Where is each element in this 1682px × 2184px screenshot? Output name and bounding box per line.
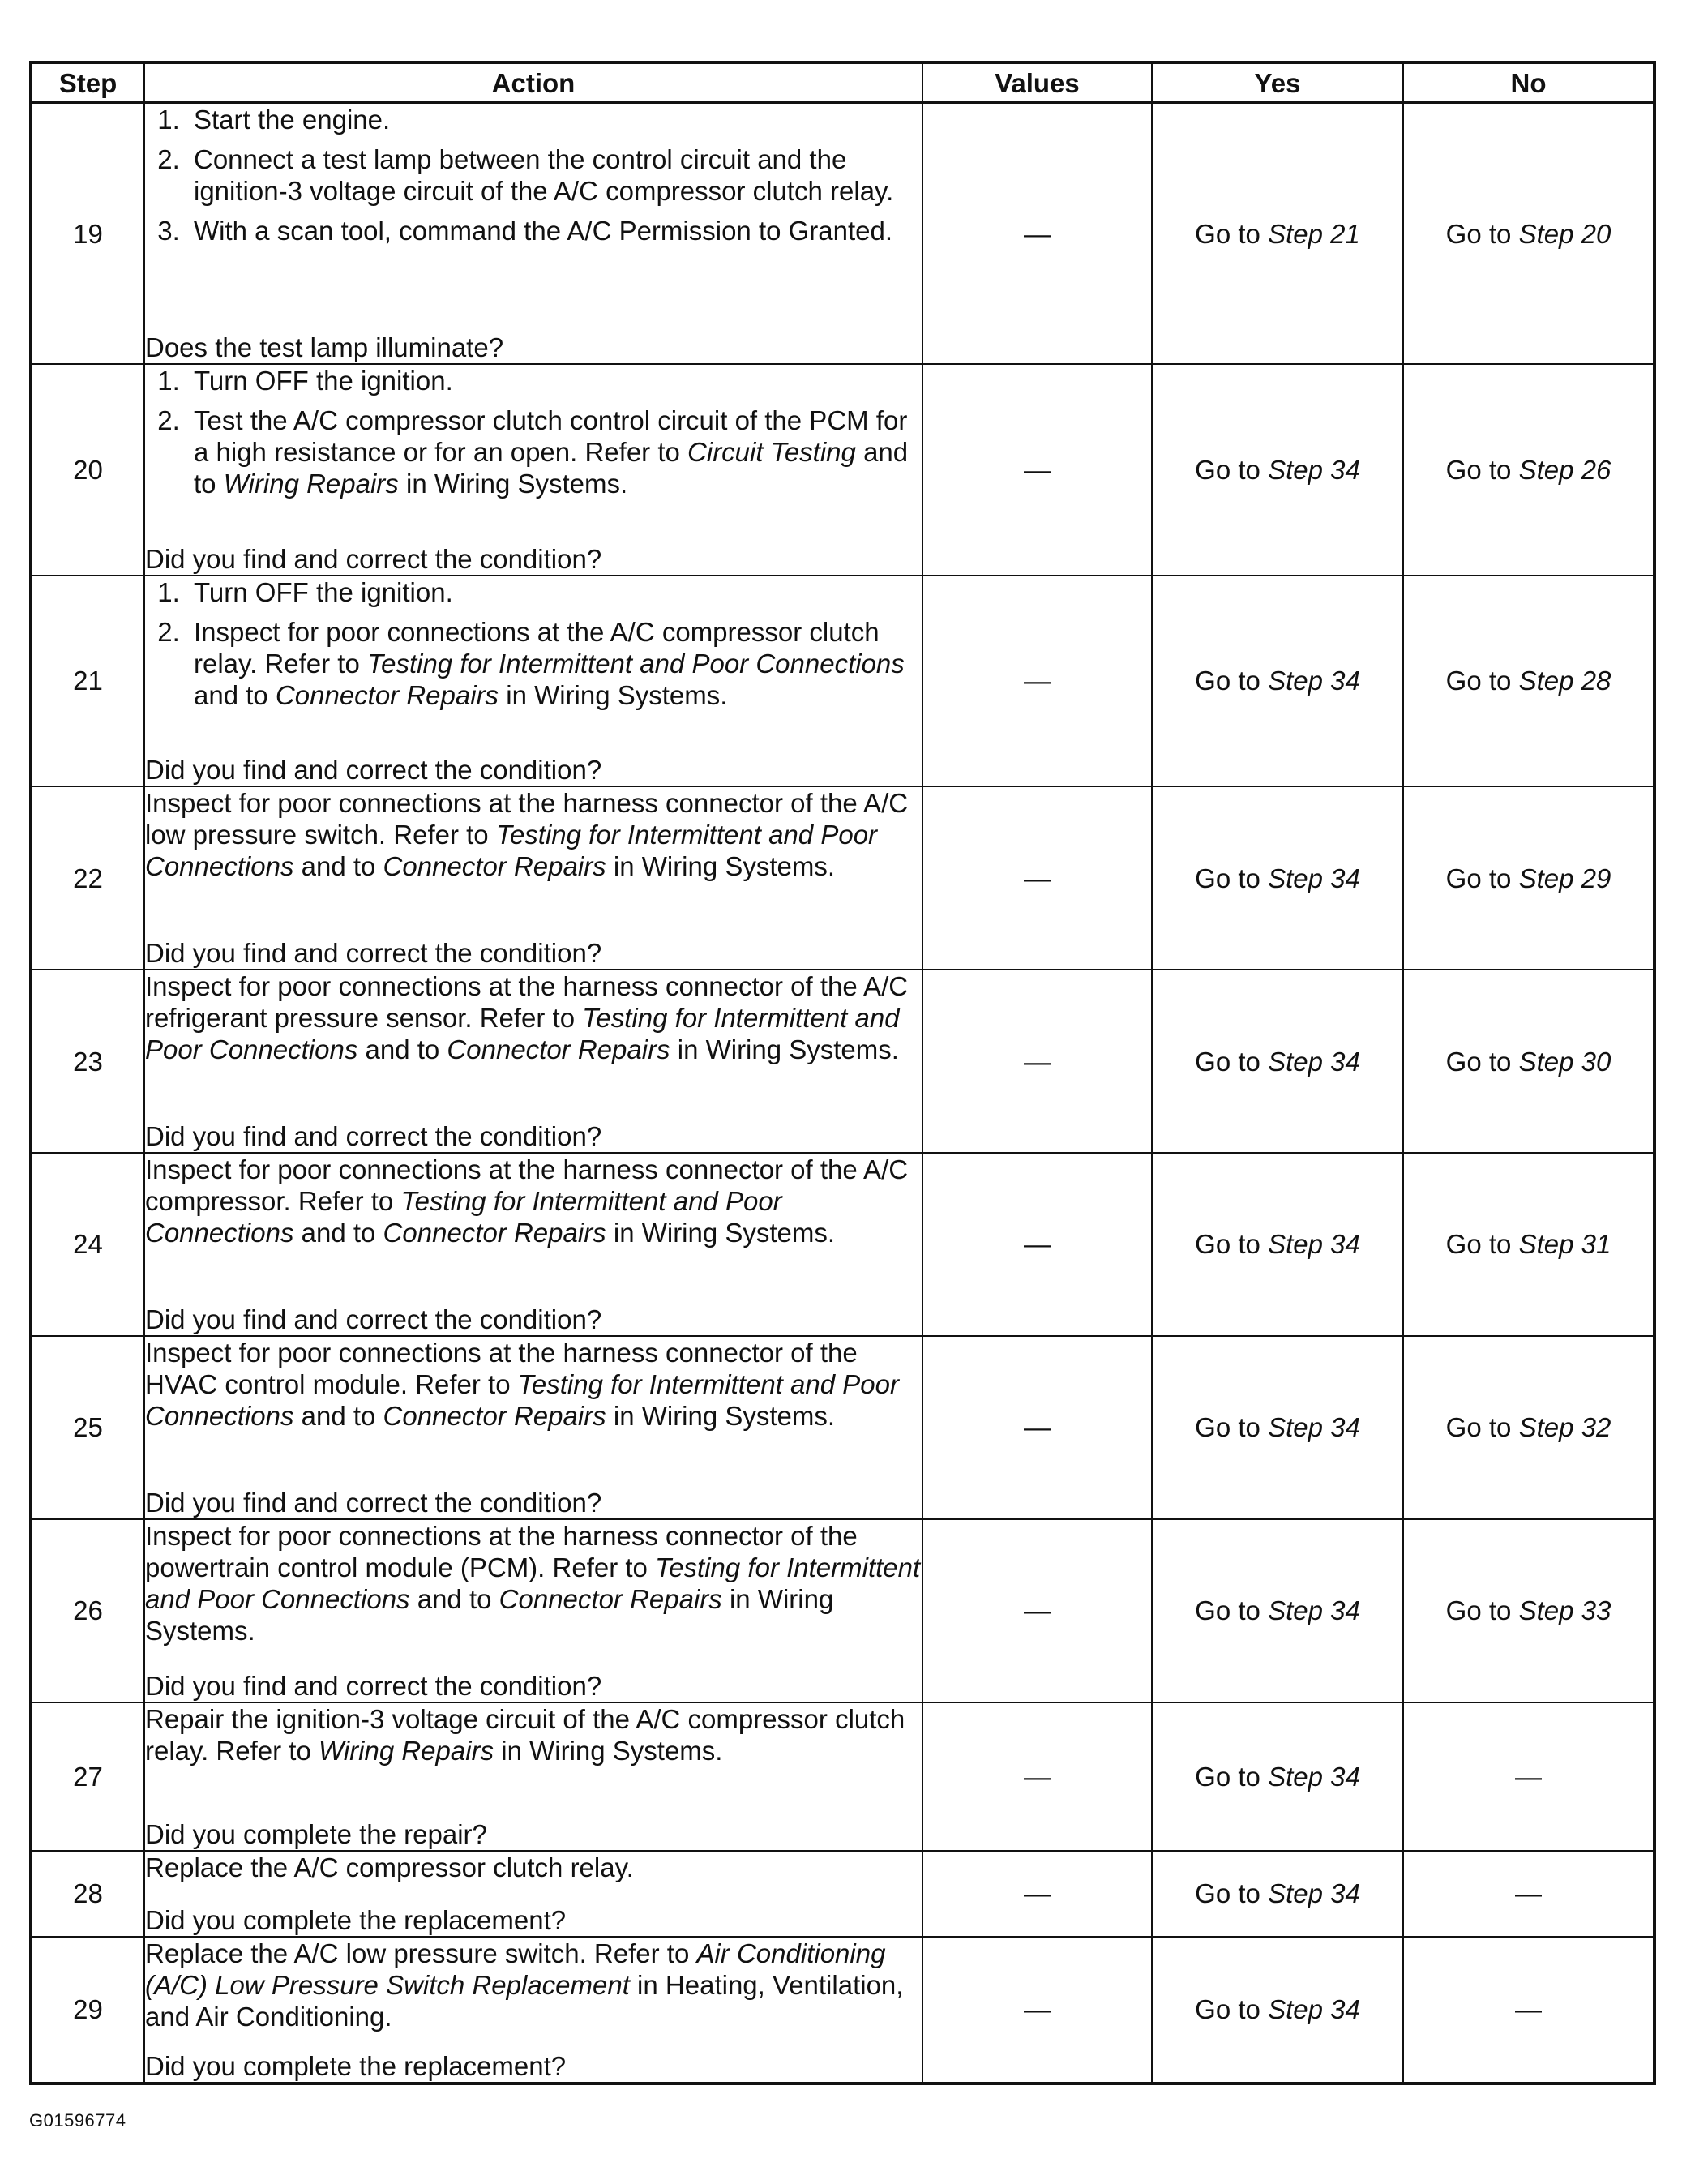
reference-link[interactable]: Wiring Repairs (318, 1735, 494, 1766)
reference-link[interactable]: Connector Repairs (275, 679, 499, 710)
column-header-no: No (1403, 62, 1654, 103)
values-cell: — (922, 364, 1152, 576)
action-text: in Wiring Systems. (499, 679, 728, 710)
no-goto-prefix: Go to (1445, 1046, 1512, 1077)
action-text: Inspect for poor connections at the harness connector of the A/C refrigerant pressure sensor. Refer to (145, 971, 909, 1034)
yes-step-link[interactable]: Step 34 (1268, 1412, 1360, 1443)
action-step (187, 405, 922, 499)
action-cell (144, 970, 922, 1153)
reference-link[interactable]: Connector Repairs (499, 1583, 722, 1614)
diagnostic-table (29, 61, 1656, 2085)
action-text: Inspect for poor connections at the A/C compressor clutch relay. Refer to (194, 616, 880, 679)
reference-link[interactable]: Testing for Intermittent and Poor Connections (145, 820, 878, 882)
action-text: in Wiring Systems. (494, 1735, 723, 1766)
yes-step-link[interactable]: Step 34 (1268, 1229, 1360, 1260)
action-question: Did you find and correct the condition? (145, 755, 602, 786)
yes-goto-prefix: Go to (1195, 863, 1260, 893)
action-paragraph: Replace the A/C compressor clutch relay. (145, 1852, 634, 1882)
action-paragraph (145, 970, 922, 1065)
reference-link[interactable]: Connector Repairs (383, 1400, 606, 1431)
action-text: in Wiring Systems. (606, 1400, 836, 1431)
table-row-step-19 (31, 103, 1654, 365)
step-number: 24 (31, 1153, 144, 1336)
yes-goto-prefix: Go to (1195, 1761, 1260, 1792)
reference-link[interactable]: Air Conditioning (A/C) Low Pressure Switch Replacement (145, 1938, 886, 2000)
yes-cell (1152, 364, 1403, 576)
action-cell (144, 1702, 922, 1851)
reference-link[interactable]: Testing for Intermittent and Poor Connections (145, 1552, 921, 1614)
yes-goto-prefix: Go to (1195, 1595, 1260, 1626)
no-step-link[interactable]: Step 29 (1518, 863, 1611, 893)
yes-cell (1152, 1153, 1403, 1336)
no-step-link[interactable]: Step 33 (1518, 1595, 1611, 1626)
yes-step-link[interactable]: Step 21 (1268, 218, 1360, 249)
no-step-link[interactable]: Step 20 (1518, 218, 1611, 249)
step-number: 27 (31, 1702, 144, 1851)
reference-link[interactable]: Wiring Repairs (223, 469, 399, 499)
action-step: 3. With a scan tool, command the A/C Permission to Granted. (187, 215, 922, 246)
action-steps-list (145, 576, 922, 716)
action-paragraph (145, 1154, 922, 1248)
table-row-step-28 (31, 1851, 1654, 1937)
no-cell (1403, 103, 1654, 365)
action-steps-list (145, 365, 922, 504)
action-step: 1. Start the engine. (187, 104, 922, 135)
yes-goto-prefix: Go to (1195, 218, 1260, 249)
no-goto-prefix: Go to (1445, 454, 1512, 485)
no-step-link[interactable]: Step 28 (1518, 666, 1611, 696)
values-cell: — (922, 1937, 1152, 2083)
action-text: in Wiring Systems. (398, 469, 628, 499)
reference-link[interactable]: Connector Repairs (383, 1218, 606, 1248)
column-header-values: Values (922, 62, 1152, 103)
no-cell: — (1403, 1851, 1654, 1937)
yes-cell (1152, 1937, 1403, 2083)
action-paragraph (145, 787, 922, 882)
action-question: Did you complete the replacement? (145, 1904, 567, 1935)
no-cell: — (1403, 1937, 1654, 2083)
table-row-step-24 (31, 1153, 1654, 1336)
action-cell (144, 1336, 922, 1519)
action-paragraph (145, 1938, 922, 2032)
no-goto-prefix: Go to (1445, 1412, 1512, 1443)
action-paragraph (145, 1337, 922, 1432)
values-cell: — (922, 786, 1152, 970)
action-question: Did you find and correct the condition? (145, 1121, 602, 1152)
action-cell (144, 1851, 922, 1937)
action-text: Test the A/C compressor clutch control circuit of the PCM for a high resistance or for an open. Refer to (194, 405, 908, 468)
action-cell (144, 1519, 922, 1702)
values-cell: — (922, 1702, 1152, 1851)
yes-step-link[interactable]: Step 34 (1268, 1878, 1360, 1909)
no-cell (1403, 970, 1654, 1153)
no-cell: — (1403, 1702, 1654, 1851)
no-cell (1403, 364, 1654, 576)
action-text: and to (293, 1218, 383, 1248)
action-text: Inspect for poor connections at the harness connector of the powertrain control module (PCM). Refer to (145, 1520, 858, 1582)
yes-cell (1152, 786, 1403, 970)
action-text: and to (293, 851, 383, 882)
step-number: 21 (31, 576, 144, 787)
action-cell (144, 1153, 922, 1336)
table-row-step-21 (31, 576, 1654, 787)
step-number: 22 (31, 786, 144, 970)
values-cell: — (922, 970, 1152, 1153)
table-row-step-23 (31, 970, 1654, 1153)
yes-step-link[interactable]: Step 34 (1268, 454, 1360, 485)
action-question: Did you find and correct the condition? (145, 1304, 602, 1334)
reference-link[interactable]: Circuit Testing (687, 437, 856, 468)
action-text: Repair the ignition-3 voltage circuit of the A/C compressor clutch relay. Refer to (145, 1703, 905, 1766)
table-row-step-25 (31, 1336, 1654, 1519)
yes-cell (1152, 1519, 1403, 1702)
action-question: Did you find and correct the condition? (145, 1670, 602, 1701)
action-text: and to (194, 437, 909, 499)
values-cell: — (922, 1519, 1152, 1702)
reference-link[interactable]: Testing for Intermittent and Poor Connections (366, 648, 905, 679)
action-text: Inspect for poor connections at the harness connector of the A/C low pressure switch. Refer to (145, 788, 909, 850)
action-text: in Wiring Systems. (145, 1583, 834, 1646)
no-cell (1403, 1153, 1654, 1336)
table-row-step-22 (31, 786, 1654, 970)
yes-cell (1152, 1336, 1403, 1519)
action-question: Did you find and correct the condition? (145, 1487, 602, 1518)
action-question: Did you complete the repair? (145, 1818, 487, 1849)
no-goto-prefix: Go to (1445, 863, 1512, 893)
action-cell (144, 786, 922, 970)
action-cell (144, 103, 922, 365)
yes-goto-prefix: Go to (1195, 1046, 1260, 1077)
step-number: 29 (31, 1937, 144, 2083)
action-cell (144, 364, 922, 576)
table-row-step-26 (31, 1519, 1654, 1702)
action-text: in Wiring Systems. (606, 851, 836, 882)
action-paragraph (145, 1520, 922, 1647)
action-text: and to (357, 1034, 447, 1065)
action-steps-list (145, 104, 922, 251)
action-paragraph (145, 1703, 922, 1766)
no-cell (1403, 1519, 1654, 1702)
action-text: Inspect for poor connections at the harness connector of the A/C compressor. Refer to (145, 1154, 909, 1217)
table-row-step-27 (31, 1702, 1654, 1851)
action-text: in Wiring Systems. (670, 1034, 899, 1065)
yes-step-link[interactable]: Step 34 (1268, 666, 1360, 696)
reference-link[interactable]: Connector Repairs (383, 851, 606, 882)
values-cell: — (922, 1153, 1152, 1336)
values-cell: — (922, 1336, 1152, 1519)
yes-step-link[interactable]: Step 34 (1268, 1994, 1360, 2025)
action-cell (144, 576, 922, 787)
action-text: Inspect for poor connections at the harness connector of the HVAC control module. Refer to (145, 1337, 858, 1399)
action-text: and to (194, 679, 276, 710)
step-number: 19 (31, 103, 144, 365)
reference-link[interactable]: Testing for Intermittent and Poor Connections (145, 1003, 900, 1065)
no-cell (1403, 786, 1654, 970)
yes-step-link[interactable]: Step 34 (1268, 863, 1360, 893)
yes-goto-prefix: Go to (1195, 666, 1260, 696)
no-step-link[interactable]: Step 32 (1518, 1412, 1611, 1443)
table-row-step-29 (31, 1937, 1654, 2083)
yes-step-link[interactable]: Step 34 (1268, 1595, 1360, 1626)
yes-cell (1152, 103, 1403, 365)
yes-cell (1152, 576, 1403, 787)
action-step: 1. Turn OFF the ignition. (187, 365, 922, 396)
step-number: 28 (31, 1851, 144, 1937)
step-number: 26 (31, 1519, 144, 1702)
yes-goto-prefix: Go to (1195, 1994, 1260, 2025)
table-row-step-20 (31, 364, 1654, 576)
column-header-step: Step (31, 62, 144, 103)
yes-goto-prefix: Go to (1195, 454, 1260, 485)
figure-code: G01596774 (29, 2110, 126, 2130)
no-step-link[interactable]: Step 30 (1518, 1046, 1611, 1077)
no-goto-prefix: Go to (1445, 218, 1512, 249)
reference-link[interactable]: Connector Repairs (447, 1034, 670, 1065)
column-header-action: Action (144, 62, 922, 103)
step-number: 20 (31, 364, 144, 576)
action-question: Did you find and correct the condition? (145, 938, 602, 969)
action-step: 2. Connect a test lamp between the control circuit and the ignition-3 voltage circuit of the A/C compressor clutch relay. (187, 143, 922, 207)
table-header-row (31, 62, 1654, 103)
action-question: Does the test lamp illuminate? (145, 332, 504, 363)
values-cell: — (922, 1851, 1152, 1937)
no-goto-prefix: Go to (1445, 1595, 1512, 1626)
yes-goto-prefix: Go to (1195, 1412, 1260, 1443)
values-cell: — (922, 103, 1152, 365)
step-number: 23 (31, 970, 144, 1153)
action-text: and to (409, 1583, 499, 1614)
action-text: Replace the A/C low pressure switch. Refer to (145, 1938, 697, 1968)
yes-step-link[interactable]: Step 34 (1268, 1761, 1360, 1792)
step-number: 25 (31, 1336, 144, 1519)
action-question: Did you complete the replacement? (145, 2051, 567, 2081)
action-step (187, 616, 922, 711)
no-step-link[interactable]: Step 31 (1518, 1229, 1611, 1260)
yes-step-link[interactable]: Step 34 (1268, 1046, 1360, 1077)
action-text: in Wiring Systems. (606, 1218, 836, 1248)
column-header-yes: Yes (1152, 62, 1403, 103)
no-step-link[interactable]: Step 26 (1518, 454, 1611, 485)
reference-link[interactable]: Testing for Intermittent and Poor Connections (145, 1368, 899, 1431)
reference-link[interactable]: Testing for Intermittent and Poor Connections (145, 1186, 782, 1248)
no-goto-prefix: Go to (1445, 1229, 1512, 1260)
yes-cell (1152, 1851, 1403, 1937)
yes-cell (1152, 970, 1403, 1153)
action-text: and to (293, 1400, 383, 1431)
no-goto-prefix: Go to (1445, 666, 1512, 696)
action-step: 1. Turn OFF the ignition. (187, 576, 922, 608)
no-cell (1403, 1336, 1654, 1519)
yes-cell (1152, 1702, 1403, 1851)
values-cell: — (922, 576, 1152, 787)
no-cell (1403, 576, 1654, 787)
action-cell (144, 1937, 922, 2083)
action-question: Did you find and correct the condition? (145, 543, 602, 574)
action-text: in Heating, Ventilation, and Air Conditioning. (145, 1969, 904, 2032)
yes-goto-prefix: Go to (1195, 1229, 1260, 1260)
yes-goto-prefix: Go to (1195, 1878, 1260, 1909)
